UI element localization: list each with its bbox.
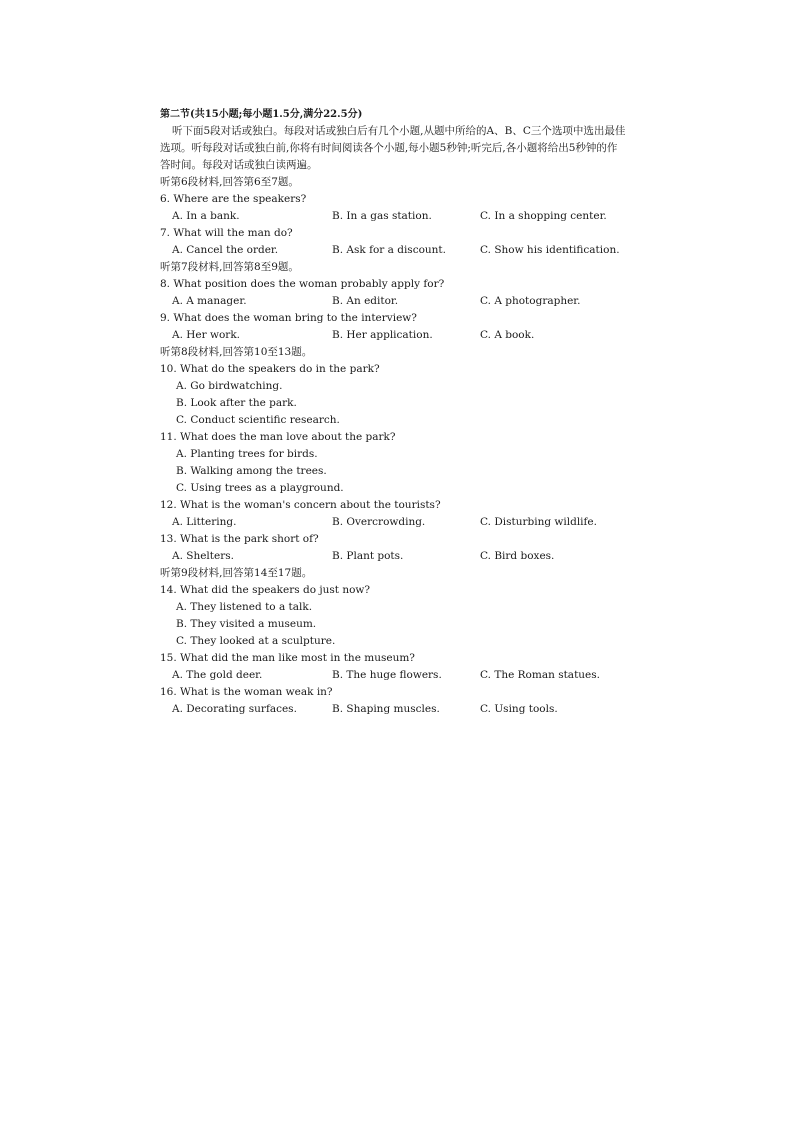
option-b: B. Ask for a discount. [332,244,446,256]
question-9: 9. What does the woman bring to the interview? [160,312,417,324]
option-a: A. In a bank. [172,210,240,222]
question-13: 13. What is the park short of? [160,533,319,545]
option-b: B. An editor. [332,295,399,307]
section-title: 第二节(共15小题;每小题1.5分,满分22.5分) [160,109,363,120]
option-a: A. Littering. [172,516,237,528]
question-10-option-a: A. Go birdwatching. [176,380,283,392]
material-9-note: 听第9段材料,回答第14至17题。 [160,567,313,579]
option-c: C. Show his identification. [480,244,620,256]
question-12: 12. What is the woman's concern about the tourists? [160,499,441,511]
question-6-options [160,208,626,225]
question-14: 14. What did the speakers do just now? [160,584,371,596]
option-a: A. Decorating surfaces. [172,703,297,715]
option-b: B. Shaping muscles. [332,703,440,715]
question-10-option-b: B. Look after the park. [176,397,297,409]
question-10: 10. What do the speakers do in the park? [160,363,380,375]
question-11: 11. What does the man love about the park? [160,431,396,443]
option-b: B. In a gas station. [332,210,432,222]
option-b: B. Her application. [332,329,433,341]
question-7-options [160,242,626,259]
question-16-options [160,701,626,718]
option-c: C. Bird boxes. [480,550,555,562]
material-6-note: 听第6段材料,回答第6至7题。 [160,176,299,188]
option-b: B. Plant pots. [332,550,404,562]
question-14-option-a: A. They listened to a talk. [176,601,313,613]
option-a: A. Shelters. [172,550,234,562]
option-a: A. Cancel the order. [172,244,279,256]
option-c: C. The Roman statues. [480,669,600,681]
question-11-option-c: C. Using trees as a playground. [176,482,344,494]
question-6: 6. Where are the speakers? [160,193,307,205]
material-7-note: 听第7段材料,回答第8至9题。 [160,261,299,273]
section-instructions: 听下面5段对话或独白。每段对话或独白后有几个小题,从题中所给的A、B、C三个选项中选出最佳选项。听每段对话或独白前,你将有时间阅读各个小题,每小题5秒钟;听完后,各小题将给出5秒钟的作答时间。每段对话或独白读两遍。 [160,125,626,171]
option-a: A. A manager. [172,295,247,307]
question-12-options [160,514,626,531]
question-9-options [160,327,626,344]
option-c: C. Using tools. [480,703,558,715]
question-10-option-c: C. Conduct scientific research. [176,414,340,426]
question-7: 7. What will the man do? [160,227,293,239]
question-15: 15. What did the man like most in the museum? [160,652,415,664]
question-11-option-a: A. Planting trees for birds. [176,448,318,460]
question-15-options [160,667,626,684]
material-8-note: 听第8段材料,回答第10至13题。 [160,346,313,358]
question-11-option-b: B. Walking among the trees. [176,465,327,477]
option-b: B. Overcrowding. [332,516,426,528]
question-8: 8. What position does the woman probably apply for? [160,278,445,290]
question-8-options [160,293,626,310]
option-c: C. A book. [480,329,535,341]
option-a: A. The gold deer. [172,669,263,681]
option-c: C. A photographer. [480,295,581,307]
question-14-option-c: C. They looked at a sculpture. [176,635,336,647]
question-14-option-b: B. They visited a museum. [176,618,317,630]
option-c: C. Disturbing wildlife. [480,516,597,528]
question-13-options [160,548,626,565]
option-c: C. In a shopping center. [480,210,607,222]
option-b: B. The huge flowers. [332,669,442,681]
option-a: A. Her work. [172,329,241,341]
listening-section [160,106,626,718]
question-16: 16. What is the woman weak in? [160,686,333,698]
